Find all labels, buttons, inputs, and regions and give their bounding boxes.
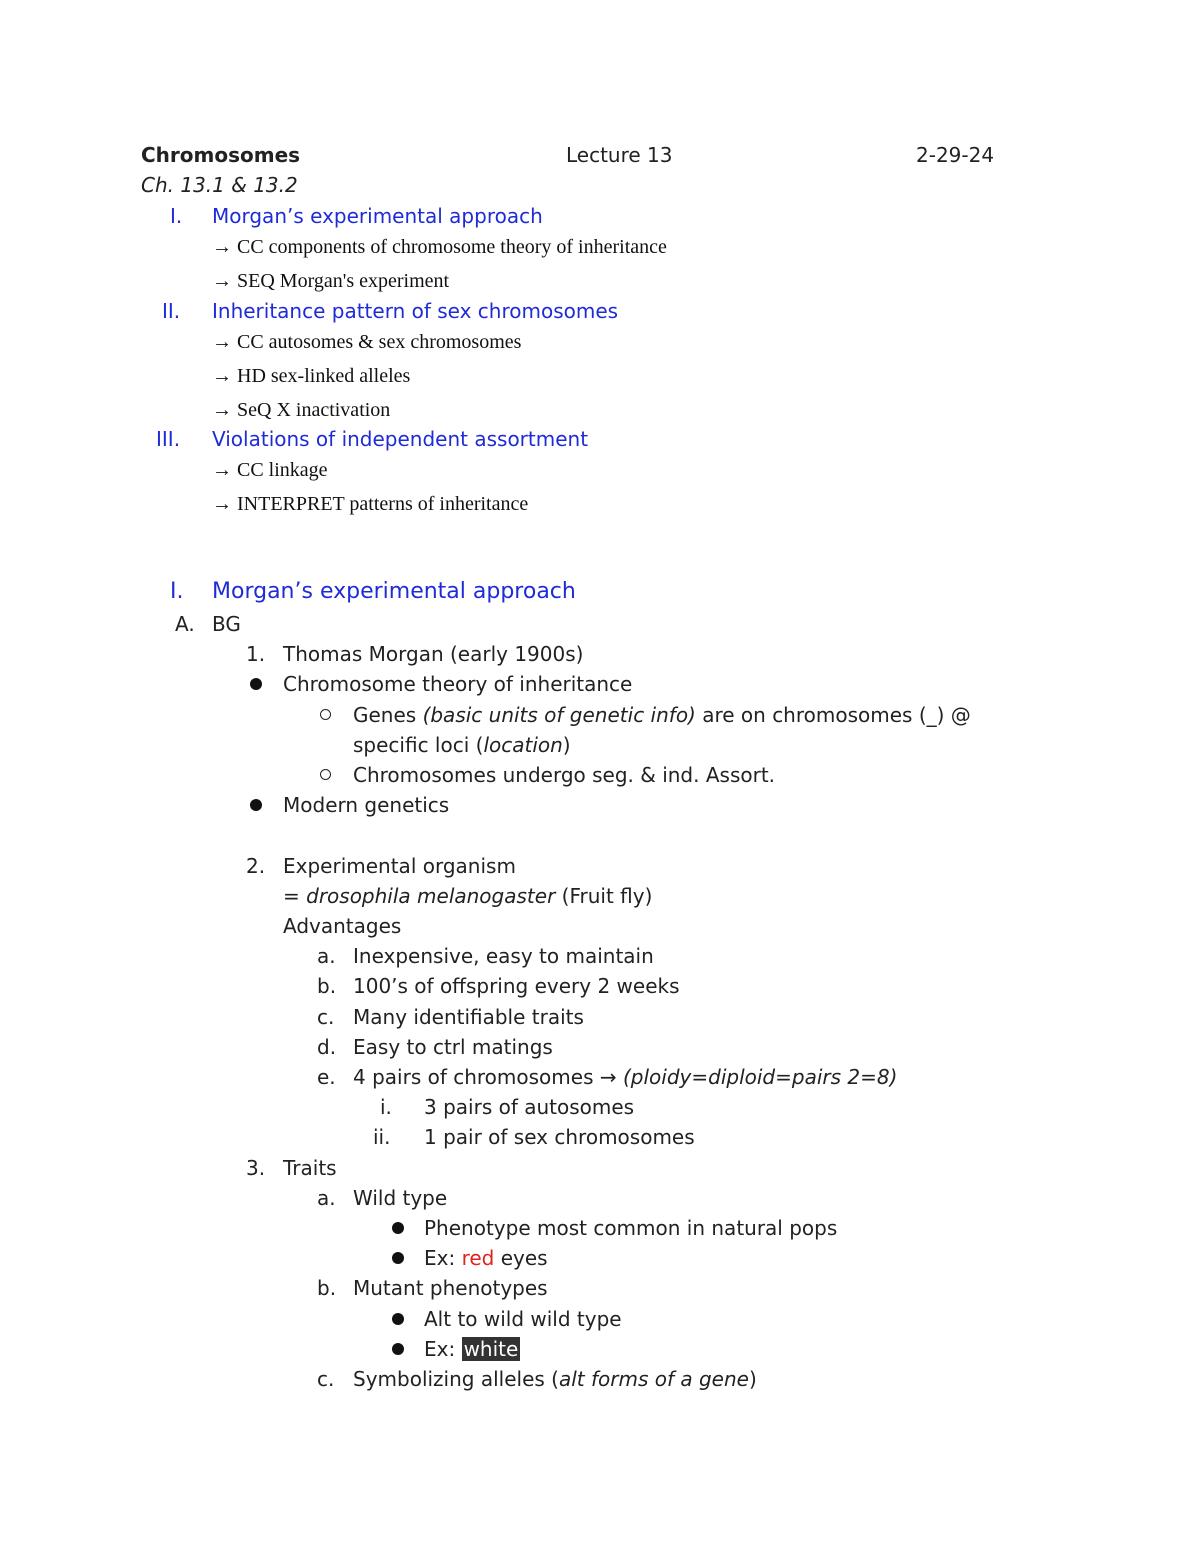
chapter-ref: Ch. 13.1 & 13.2 bbox=[141, 173, 298, 197]
lecture-label: Lecture 13 bbox=[566, 143, 673, 167]
bullet-text: Chromosomes undergo seg. & ind. Assort. bbox=[353, 763, 776, 787]
bullet-text-red-eyes: Ex: red eyes bbox=[424, 1246, 548, 1270]
outline-item: → SeQ X inactivation bbox=[212, 399, 391, 421]
roman-numeral: i. bbox=[380, 1095, 392, 1119]
bullet-dot-icon bbox=[392, 1252, 404, 1264]
list-item: Wild type bbox=[353, 1186, 448, 1210]
outline-num-3: III. bbox=[156, 427, 181, 451]
section-num: I. bbox=[170, 579, 184, 604]
outline-num-1: I. bbox=[170, 204, 183, 228]
bullet-text-genes-cont: specific loci (location) bbox=[353, 733, 571, 757]
item-number: 2. bbox=[246, 854, 266, 878]
subsection-label: BG bbox=[212, 612, 241, 636]
item-text: Experimental organism bbox=[283, 854, 516, 878]
list-item: 1 pair of sex chromosomes bbox=[424, 1125, 695, 1149]
outline-title-3: Violations of independent assortment bbox=[212, 427, 589, 451]
item-number: 3. bbox=[246, 1156, 266, 1180]
list-letter: e. bbox=[317, 1065, 336, 1089]
outline-title-1: Morgan’s experimental approach bbox=[212, 204, 543, 228]
item-number: 1. bbox=[246, 642, 266, 666]
bullet-dot-icon bbox=[392, 1313, 404, 1325]
list-letter: c. bbox=[317, 1005, 335, 1029]
outline-item: → CC autosomes & sex chromosomes bbox=[212, 331, 522, 353]
doc-date: 2-29-24 bbox=[916, 143, 995, 167]
outline-title-2: Inheritance pattern of sex chromosomes bbox=[212, 299, 619, 323]
bullet-circle-icon bbox=[320, 769, 331, 780]
list-item: 100’s of offspring every 2 weeks bbox=[353, 974, 680, 998]
bullet-text: Modern genetics bbox=[283, 793, 450, 817]
doc-title: Chromosomes bbox=[141, 143, 301, 167]
bullet-circle-icon bbox=[320, 709, 331, 720]
list-item: Many identifiable traits bbox=[353, 1005, 584, 1029]
list-item-symbolizing: Symbolizing alleles (alt forms of a gene) bbox=[353, 1367, 757, 1391]
list-letter: a. bbox=[317, 1186, 336, 1210]
list-item: Easy to ctrl matings bbox=[353, 1035, 553, 1059]
subsection-letter: A. bbox=[175, 612, 195, 636]
bullet-text: Chromosome theory of inheritance bbox=[283, 672, 633, 696]
bullet-dot-icon bbox=[250, 678, 262, 690]
outline-item: → INTERPRET patterns of inheritance bbox=[212, 493, 529, 515]
list-item: 3 pairs of autosomes bbox=[424, 1095, 635, 1119]
item-text: Traits bbox=[283, 1156, 337, 1180]
bullet-text: Phenotype most common in natural pops bbox=[424, 1216, 838, 1240]
list-item: Inexpensive, easy to maintain bbox=[353, 944, 654, 968]
bullet-text: Alt to wild wild type bbox=[424, 1307, 622, 1331]
roman-numeral: ii. bbox=[373, 1125, 391, 1149]
outline-item: → CC components of chromosome theory of inheritance bbox=[212, 236, 667, 258]
section-title: Morgan’s experimental approach bbox=[212, 579, 576, 604]
outline-num-2: II. bbox=[162, 299, 181, 323]
bullet-text-genes: Genes (basic units of genetic info) are on chromosomes (_) @ bbox=[353, 703, 971, 727]
outline-item: → HD sex-linked alleles bbox=[212, 365, 411, 387]
bullet-dot-icon bbox=[392, 1343, 404, 1355]
item-text: Thomas Morgan (early 1900s) bbox=[283, 642, 584, 666]
bullet-dot-icon bbox=[392, 1222, 404, 1234]
list-letter: a. bbox=[317, 944, 336, 968]
list-letter: d. bbox=[317, 1035, 337, 1059]
list-letter: b. bbox=[317, 1276, 337, 1300]
list-letter: c. bbox=[317, 1367, 335, 1391]
outline-item: → SEQ Morgan's experiment bbox=[212, 270, 450, 292]
outline-item: → CC linkage bbox=[212, 459, 328, 481]
advantages-label: Advantages bbox=[283, 914, 402, 938]
list-item-chromosomes: 4 pairs of chromosomes → (ploidy=diploid=pairs 2=8) bbox=[353, 1065, 898, 1089]
list-item: Mutant phenotypes bbox=[353, 1276, 548, 1300]
organism-line: = drosophila melanogaster (Fruit fly) bbox=[283, 884, 653, 908]
bullet-dot-icon bbox=[250, 799, 262, 811]
bullet-text-white: Ex: white bbox=[424, 1337, 519, 1361]
list-letter: b. bbox=[317, 974, 337, 998]
